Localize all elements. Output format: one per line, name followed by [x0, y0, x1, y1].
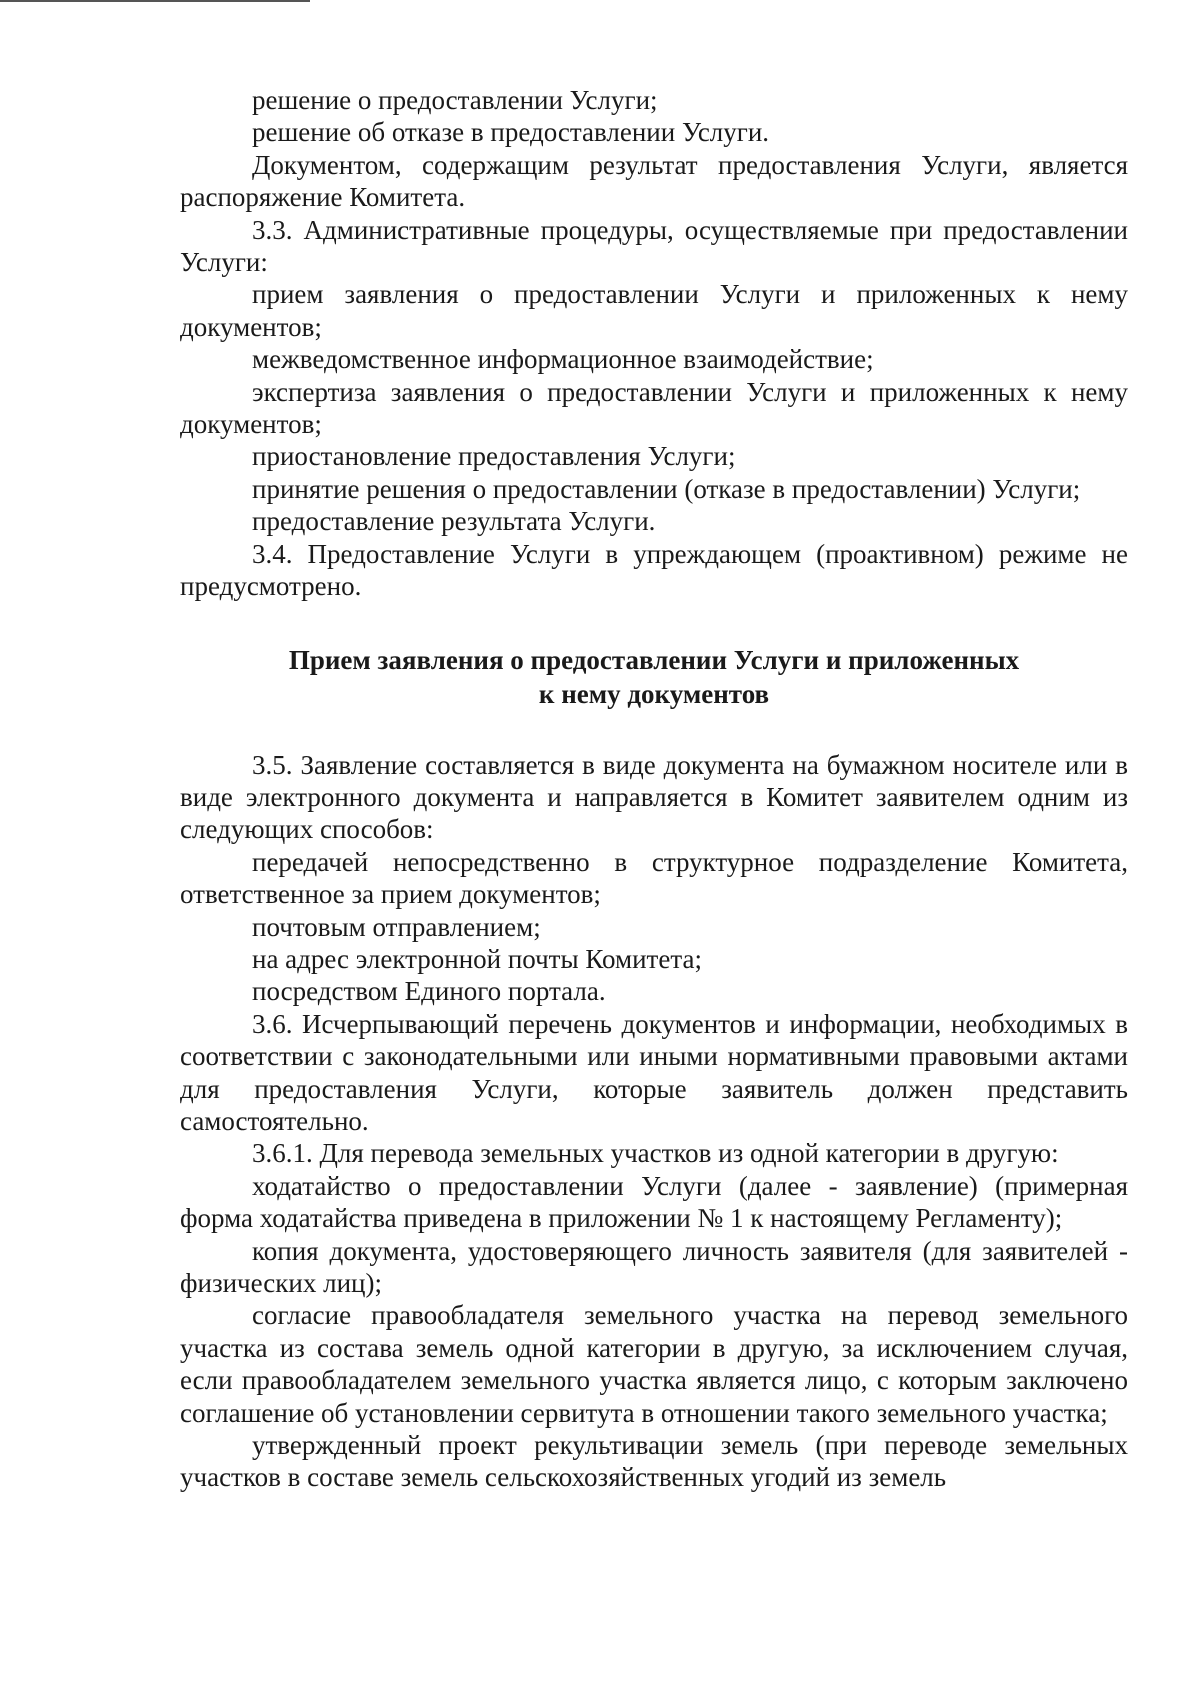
paragraph: предоставление результата Услуги. — [252, 506, 656, 537]
paragraph: Документом, содержащим результат предоставления Услуги, является распоряжение Комитета. — [180, 149, 1128, 213]
paragraph: 3.5. Заявление составляется в виде документа на бумажном носителе или в виде электронного документа и направляется в Комитет заявителем одним из следующих способов: — [180, 749, 1128, 845]
paragraph: согласие правообладателя земельного участка на перевод земельного участка из состава земель одной категории в другую, за исключением случая, если правообладателем земельного участка является лицо, с которым заключено соглашение об установлении сервитута в отношении такого земельного участка; — [180, 1300, 1128, 1428]
paragraph: передачей непосредственно в структурное подразделение Комитета, ответственное за прием документов; — [180, 846, 1128, 910]
section-heading-line: к нему документов — [538, 678, 770, 709]
paragraph: прием заявления о предоставлении Услуги и приложенных к нему документов; — [180, 279, 1128, 342]
paragraph: посредством Единого портала. — [252, 976, 606, 1007]
paragraph: межведомственное информационное взаимодействие; — [252, 344, 874, 375]
paragraph: экспертиза заявления о предоставлении Услуги и приложенных к нему документов; — [180, 376, 1128, 440]
paragraph: копия документа, удостоверяющего личность заявителя (для заявителей - физических лиц); — [180, 1235, 1128, 1298]
section-heading — [180, 643, 1128, 711]
paragraph: 3.6. Исчерпывающий перечень документов и информации, необходимых в соответствии с законодательными или иными нормативными правовыми актами для предоставления Услуги, которые заявитель должен представить самостоятельно. — [180, 1008, 1128, 1136]
scan-edge-line — [0, 0, 310, 2]
paragraph: принятие решения о предоставлении (отказе в предоставлении) Услуги; — [252, 473, 1081, 504]
paragraph: 3.6.1. Для перевода земельных участков из одной категории в другую: — [252, 1138, 1059, 1169]
paragraph: 3.4. Предоставление Услуги в упреждающем (проактивном) режиме не предусмотрено. — [180, 538, 1128, 602]
paragraph: приостановление предоставления Услуги; — [252, 441, 736, 472]
paragraph: решение о предоставлении Услуги; — [252, 85, 658, 115]
paragraph: решение об отказе в предоставлении Услуги. — [252, 117, 770, 148]
document-page — [180, 84, 1128, 1494]
paragraph: утвержденный проект рекультивации земель (при переводе земельных участков в составе земель сельскохозяйственных угодий из земель — [180, 1430, 1128, 1493]
section-heading-line: Прием заявления о предоставлении Услуги и приложенных — [288, 644, 1020, 675]
paragraph: ходатайство о предоставлении Услуги (далее - заявление) (примерная форма ходатайства приведена в приложении № 1 к настоящему Регламенту); — [180, 1170, 1128, 1234]
paragraph: почтовым отправлением; — [252, 911, 541, 942]
paragraph: 3.3. Административные процедуры, осуществляемые при предоставлении Услуги: — [180, 214, 1128, 278]
paragraph: на адрес электронной почты Комитета; — [252, 943, 702, 974]
